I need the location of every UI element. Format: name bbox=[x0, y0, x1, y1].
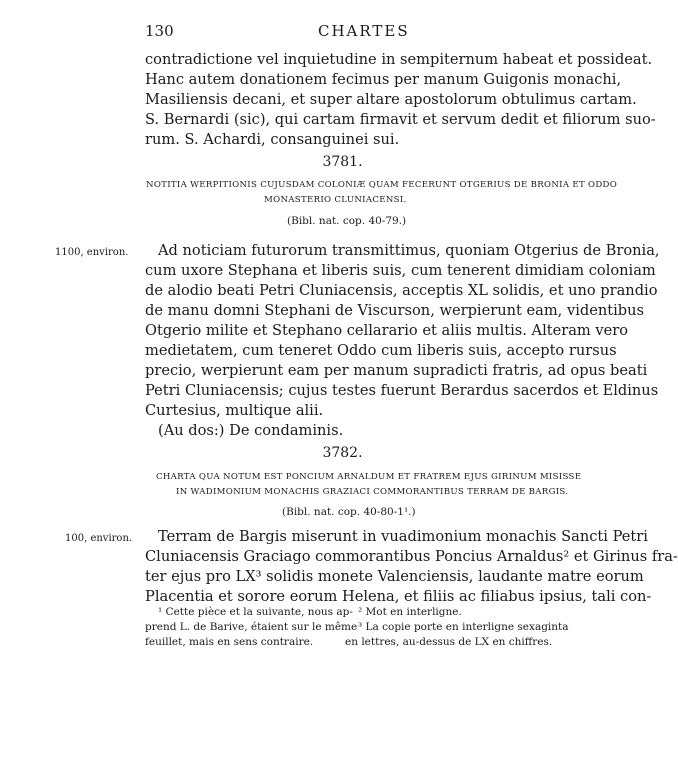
text-line: Cluniacensis Graciago commorantibus Poncius Arnaldus² et Girinus fra- bbox=[145, 548, 678, 565]
page-number: 130 bbox=[145, 22, 174, 40]
charter-number: 3782. bbox=[322, 445, 363, 461]
text-line: Masiliensis decani, et super altare apostolorum obtulimus cartam. bbox=[145, 91, 637, 108]
text-line: Ad noticiam futurorum transmittimus, quoniam Otgerius de Bronia, bbox=[158, 242, 660, 259]
text-line: de alodio beati Petri Cluniacensis, acceptis XL solidis, et uno prandio bbox=[145, 282, 658, 299]
footnote-line: ² Mot en interligne. bbox=[358, 606, 462, 618]
text-line: S. Bernardi (sic), qui cartam firmavit et servum dedit et filiorum suo- bbox=[145, 111, 656, 128]
charter-title: MONASTERIO CLUNIACENSI. bbox=[264, 195, 407, 205]
text-line: Terram de Bargis miserunt in vuadimonium monachis Sancti Petri bbox=[158, 528, 648, 545]
charter-title: IN WADIMONIUM MONACHIS GRAZIACI COMMORANTIBUS TERRAM DE BARGIS. bbox=[176, 487, 569, 497]
text-line: Otgerio milite et Stephano cellarario et aliis multis. Alteram vero bbox=[145, 322, 629, 339]
charter-number: 3781. bbox=[322, 154, 363, 170]
margin-date: 1100, environ. bbox=[55, 247, 129, 258]
text-line: contradictione vel inquietudine in sempiternum habeat et possideat. bbox=[145, 51, 653, 68]
charter-title: CHARTA QUA NOTUM EST PONCIUM ARNALDUM ET FRATREM EJUS GIRINUM MISISSE bbox=[156, 472, 582, 482]
charter-source: (Bibl. nat. cop. 40-79.) bbox=[287, 215, 407, 227]
text-line: precio, werpierunt eam per manum supradicti fratris, ad opus beati bbox=[145, 362, 648, 379]
text-line: Hanc autem donationem fecimus per manum Guigonis monachi, bbox=[145, 71, 622, 88]
footnote-line: en lettres, au-dessus de LX en chiffres. bbox=[345, 636, 553, 648]
text-line: Placentia et sorore eorum Helena, et filiis ac filiabus ipsius, tali con- bbox=[145, 588, 652, 605]
running-title: CHARTES bbox=[318, 22, 410, 40]
footnote-line: feuillet, mais en sens contraire. bbox=[145, 636, 314, 648]
text-line: cum uxore Stephana et liberis suis, cum tenerent dimidiam coloniam bbox=[145, 262, 656, 279]
footnote-line: ¹ Cette pièce et la suivante, nous ap- bbox=[158, 606, 353, 618]
text-line: Curtesius, multique alii. bbox=[145, 402, 324, 419]
text-line: rum. S. Achardi, consanguinei sui. bbox=[145, 131, 400, 148]
charter-title: NOTITIA WERPITIONIS CUJUSDAM COLONIÆ QUAM FECERUNT OTGERIUS DE BRONIA ET ODDO bbox=[146, 180, 618, 190]
text-line: Petri Cluniacensis; cujus testes fuerunt Berardus sacerdos et Eldinus bbox=[145, 382, 659, 399]
text-line: medietatem, cum teneret Oddo cum liberis suis, accepto rursus bbox=[145, 342, 617, 359]
footnote-line: prend L. de Barive, étaient sur le même bbox=[145, 621, 358, 633]
margin-date: 100, environ. bbox=[65, 533, 133, 544]
charter-source: (Bibl. nat. cop. 40-80-1¹.) bbox=[282, 506, 416, 518]
text-line: de manu domni Stephani de Viscurson, werpierunt eam, videntibus bbox=[145, 302, 645, 319]
dorse-note: (Au dos:) De condaminis. bbox=[158, 422, 344, 439]
text-line: ter ejus pro LX³ solidis monete Valenciensis, laudante matre eorum bbox=[145, 568, 644, 585]
footnote-line: ³ La copie porte en interligne sexaginta bbox=[358, 621, 569, 633]
